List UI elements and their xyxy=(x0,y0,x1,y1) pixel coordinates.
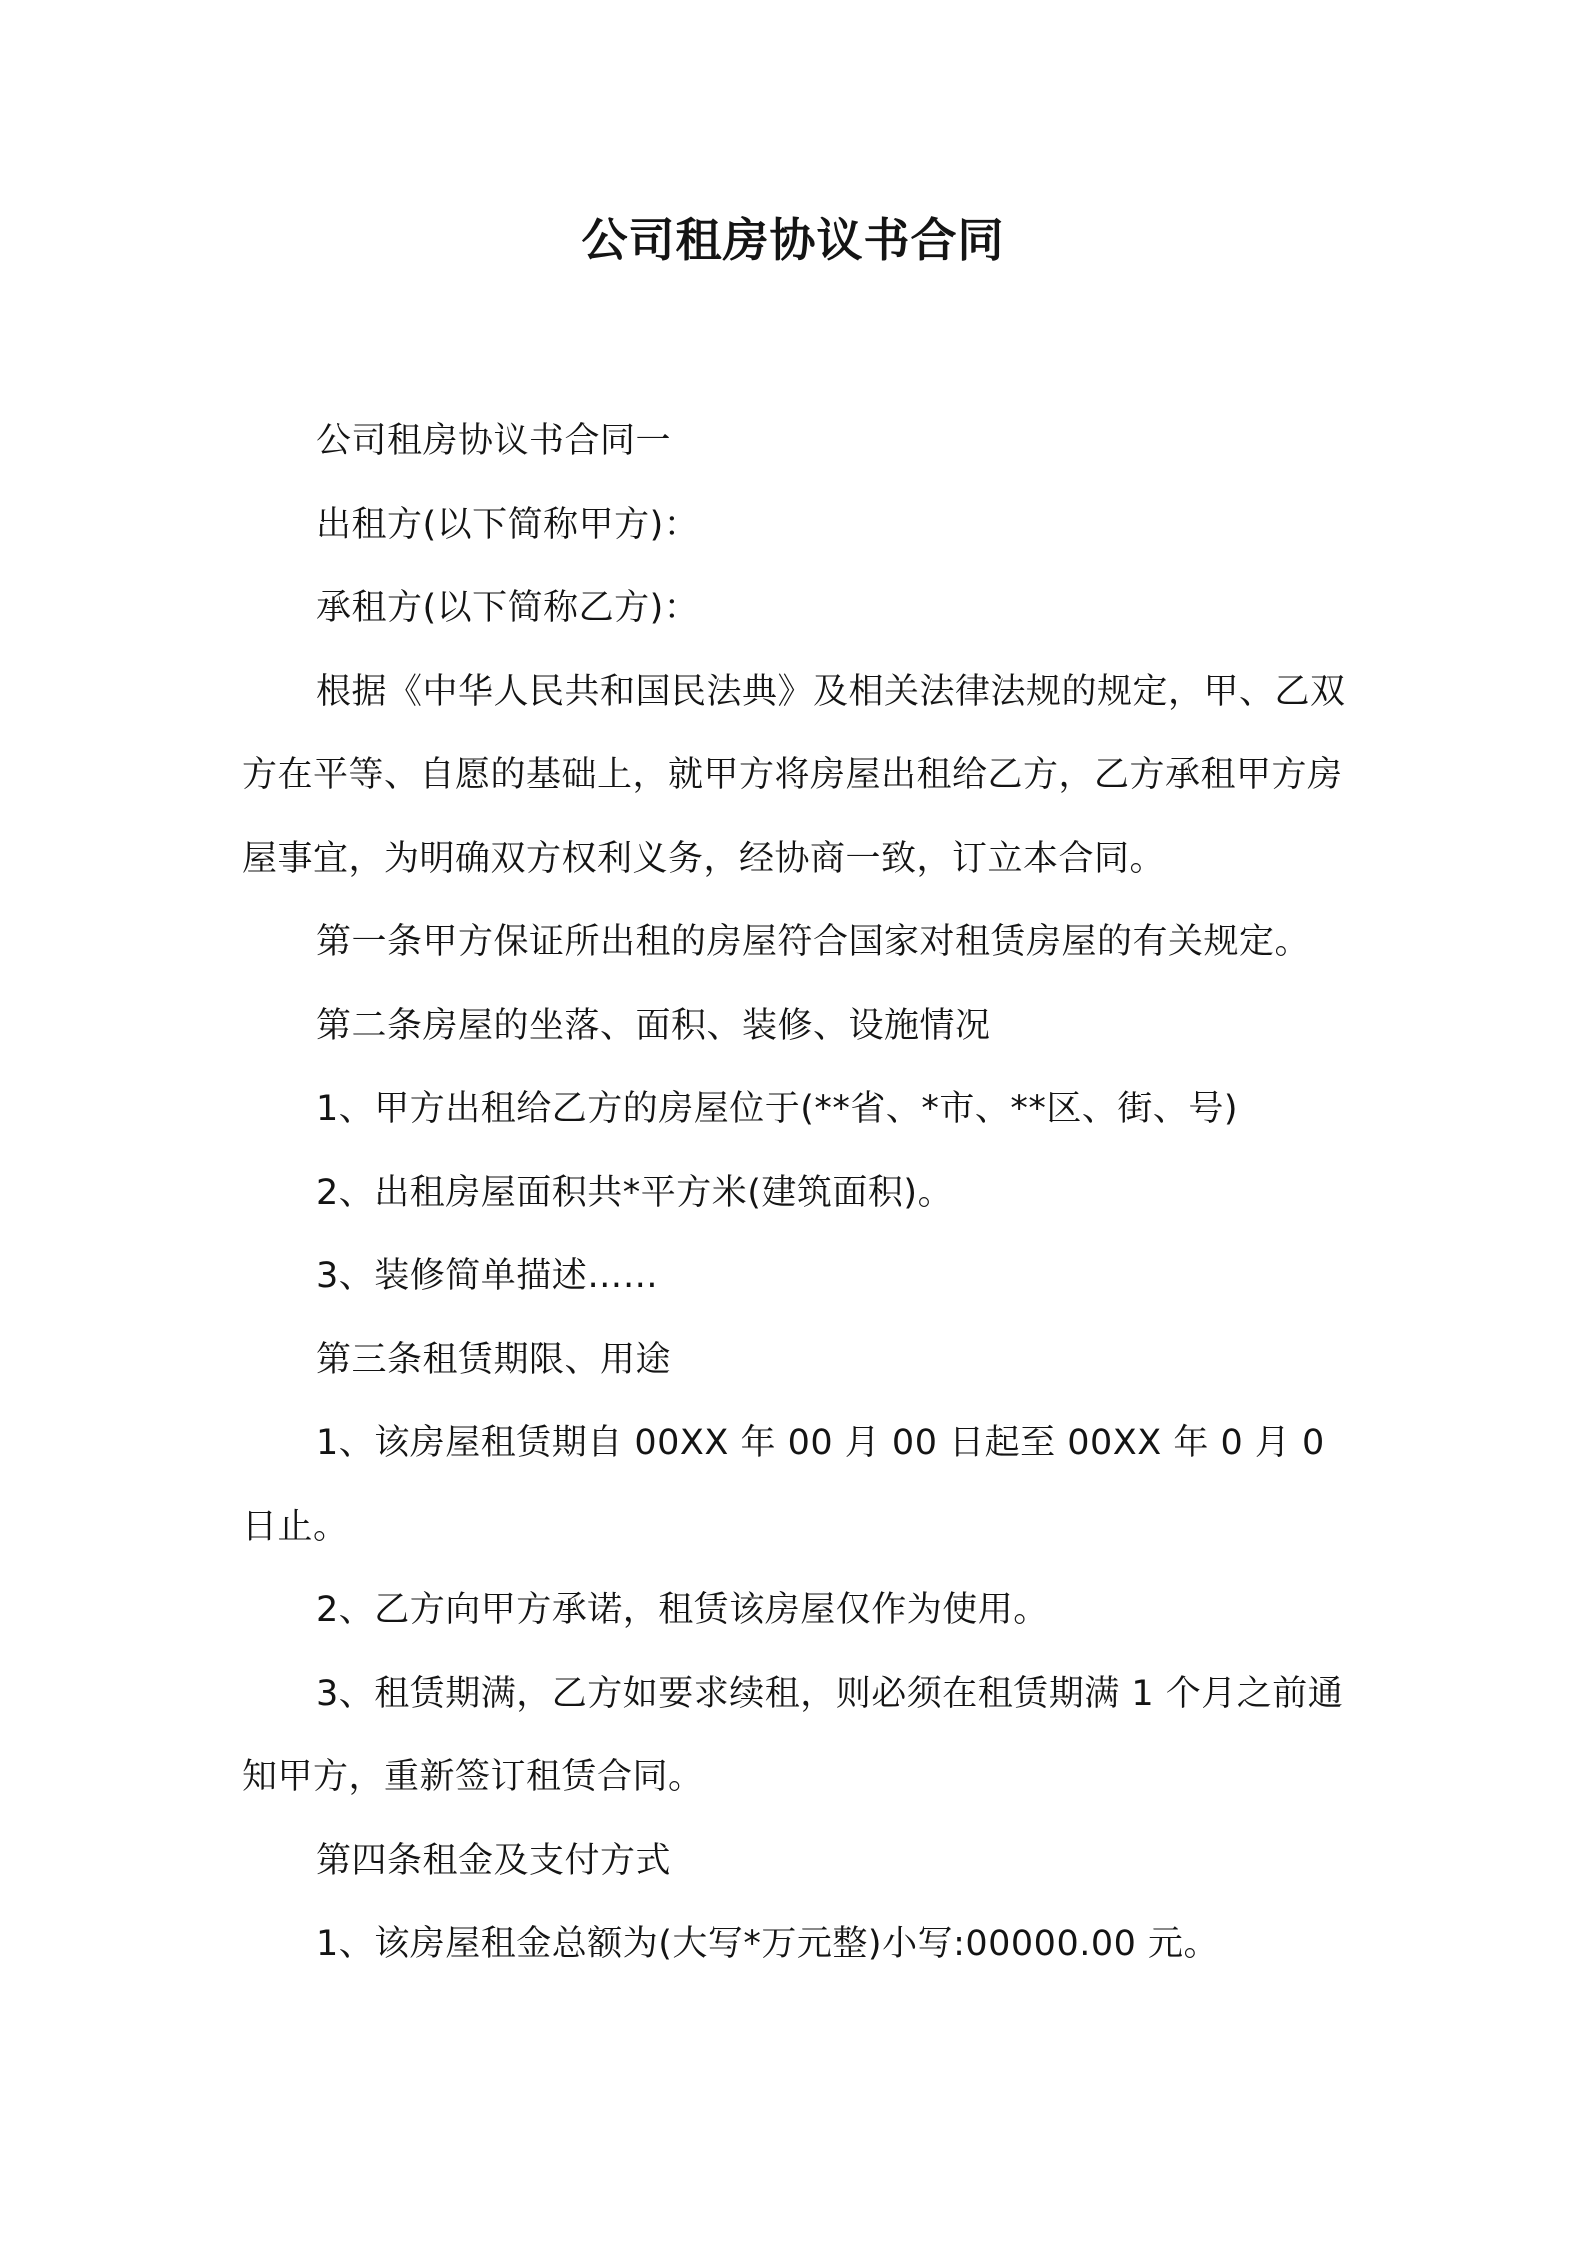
document-body xyxy=(242,400,1362,1987)
lessee-line: 承租方(以下简称乙方)： xyxy=(316,588,700,628)
article-2-item-3: 3、装修简单描述…… xyxy=(316,1256,659,1296)
article-4-item-1: 1、该房屋租金总额为(大写*万元整)小写:00000.00 元。 xyxy=(316,1924,1219,1964)
article-2-heading: 第二条房屋的坐落、面积、装修、设施情况 xyxy=(316,1005,991,1046)
article-3-item-1: 1、该房屋租赁期自 00XX 年 00 月 00 日起至 00XX 年 0 月 0 日止。 xyxy=(242,1423,1325,1547)
lessor-line: 出租方(以下简称甲方)： xyxy=(316,504,700,545)
article-2-item-1: 1、甲方出租给乙方的房屋位于(**省、*市、**区、街、号) xyxy=(316,1089,1239,1129)
article-3-item-3: 3、租赁期满，乙方如要求续租，则必须在租赁期满 1 个月之前通知甲方，重新签订租赁合同。 xyxy=(242,1673,1344,1797)
article-2-item-2: 2、出租房屋面积共*平方米(建筑面积)。 xyxy=(316,1172,954,1213)
article-3-heading: 第三条租赁期限、用途 xyxy=(316,1339,672,1380)
article-3-item-2: 2、乙方向甲方承诺，租赁该房屋仅作为使用。 xyxy=(316,1590,1049,1630)
section-heading: 公司租房协议书合同一 xyxy=(316,421,672,461)
article-1: 第一条甲方保证所出租的房屋符合国家对租赁房屋的有关规定。 xyxy=(316,922,1311,962)
document-title: 公司租房协议书合同 xyxy=(581,213,1005,267)
article-4-heading: 第四条租金及支付方式 xyxy=(316,1840,672,1881)
preamble-paragraph: 根据《中华人民共和国民法典》及相关法律法规的规定，甲、乙双方在平等、自愿的基础上，就甲方将房屋出租给乙方，乙方承租甲方房屋事宜，为明确双方权利义务，经协商一致，订立本合同。 xyxy=(242,671,1346,879)
